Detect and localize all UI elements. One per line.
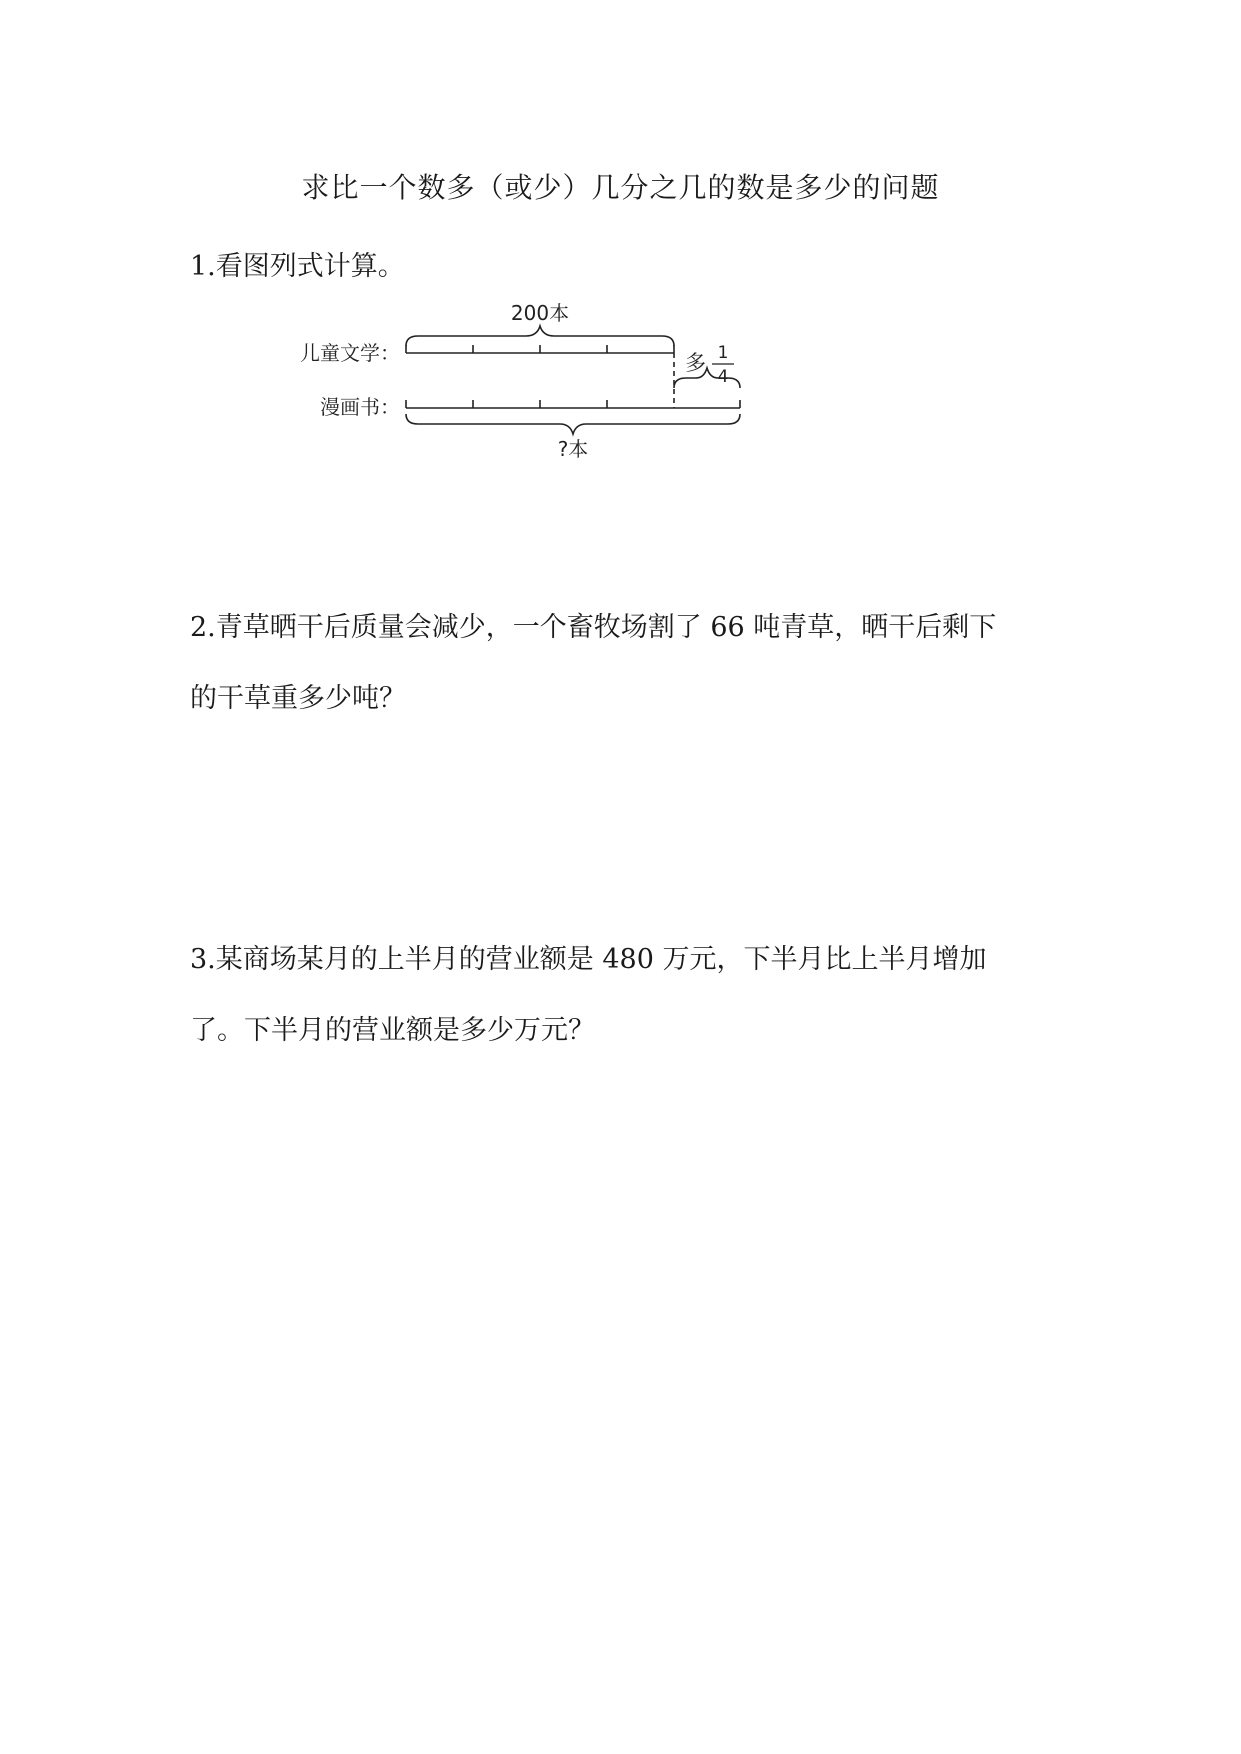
top-label: 200本 [510,301,570,325]
question-3-line-1: 3.某商场某月的上半月的营业额是 480 万元，下半月比上半月增加 [190,944,987,975]
line-segment-diagram [0,0,1241,480]
row1-label: 儿童文学： [300,341,400,365]
row2-label: 漫画书： [320,395,400,419]
question-1-text: 1.看图列式计算。 [190,251,405,282]
fraction-brace [674,368,740,388]
more-word: 多 [685,351,706,375]
question-2-line-2: 的干草重多少吨？ [190,683,406,714]
question-2-line-1: 2.青草晒干后质量会减少，一个畜牧场割了 66 吨青草，晒干后剩下 [190,612,997,643]
top-brace [406,326,674,346]
fraction-denominator: 4 [717,367,729,387]
fraction-numerator: 1 [717,343,729,363]
bottom-label: ?本 [557,437,589,461]
bottom-brace [406,414,740,434]
page-title: 求比一个数多（或少）几分之几的数是多少的问题 [301,171,940,204]
question-3-line-2: 了。下半月的营业额是多少万元？ [190,1015,595,1046]
